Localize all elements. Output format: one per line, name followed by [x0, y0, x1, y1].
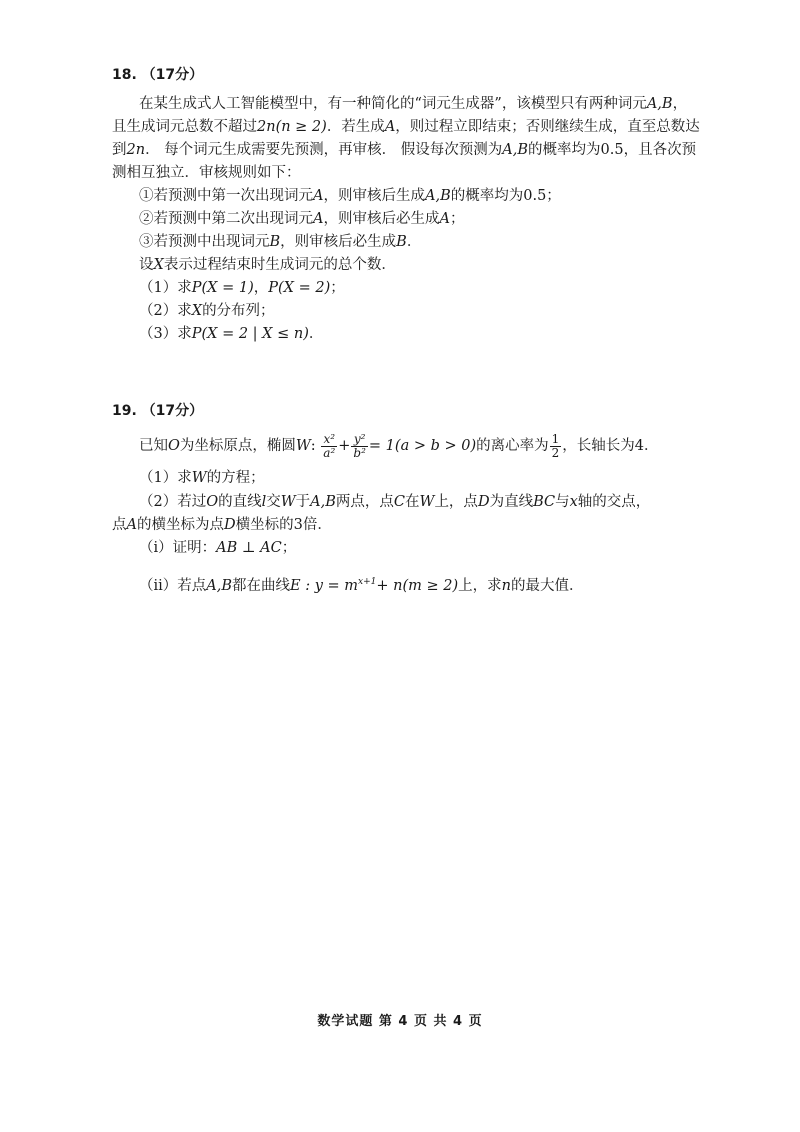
fraction-y2-over-b2: $\frac{\text{y²}}{\text{b²}}$ [353, 431, 366, 460]
q19-part-i: （ⅰ）证明：AB ⊥ AC； [139, 540, 297, 556]
q18-paragraph-line-1: 在某生成式人工智能模型中，有一种简化的“词元生成器”，该模型只有两种词元A,B， [139, 96, 688, 112]
q18-paragraph-line-4: 测相互独立．审核规则如下： [112, 165, 301, 181]
question-19-heading: 19. （17分） [112, 403, 204, 419]
question-18-heading: 18. （17分） [112, 67, 204, 83]
q18-paragraph-line-2: 且生成词元总数不超过2n(n ≥ 2)．若生成A，则过程立即结束；否则继续生成，直至总数达 [112, 119, 700, 135]
q19-part-ii: （ⅱ）若点A,B都在曲线E : $y = m^{x+1}+ n(m \ge 2)$上，求n的最大值． [139, 577, 584, 594]
q18-subquestion-2: （2）求X的分布列； [139, 303, 275, 319]
q19-subquestion-2-line-2: 点A的横坐标为点D横坐标的3倍． [112, 517, 332, 533]
q18-subquestion-1: （1）求P(X = 1)，P(X = 2)； [139, 280, 345, 296]
q18-definition: 设X表示过程结束时生成词元的总个数． [139, 257, 396, 273]
q18-paragraph-line-3: 到2n． 每个词元生成需要先预测，再审核． 假设每次预测为A,B的概率均为0.5，且各次预 [112, 142, 697, 158]
q18-rule-3: ③若预测中出现词元B，则审核后必生成B． [139, 234, 422, 250]
q19-subquestion-2-line-1: （2）若过O的直线l交W于A,B两点，点C在W上，点D为直线BC与x轴的交点， [139, 494, 651, 510]
q19-subquestion-1: （1）求W的方程； [139, 470, 265, 486]
q18-rule-2: ②若预测中第二次出现词元A，则审核后必生成A； [139, 211, 465, 227]
page-footer: 数学试题 第 4 页 共 4 页 [317, 1014, 483, 1029]
q18-subquestion-3: （3）求P(X = 2 | X ≤ n)． [139, 326, 324, 342]
q19-stem: 已知O为坐标原点，椭圆W: $\frac{\text{x²}}{\text{a²}}$ + $\frac{\text{y²}}{\text{b²}}$ = 1(a > b > 0)的离心率为 $\frac{1}{2}$ ，长轴长为4． [139, 431, 659, 460]
fraction-x2-over-a2: $\frac{\text{x²}}{\text{a²}}$ [323, 431, 336, 460]
q18-rule-1: ①若预测中第一次出现词元A，则审核后生成A,B的概率均为0.5； [139, 188, 561, 204]
fraction-one-half: $\frac{1}{2}$ [551, 431, 560, 460]
